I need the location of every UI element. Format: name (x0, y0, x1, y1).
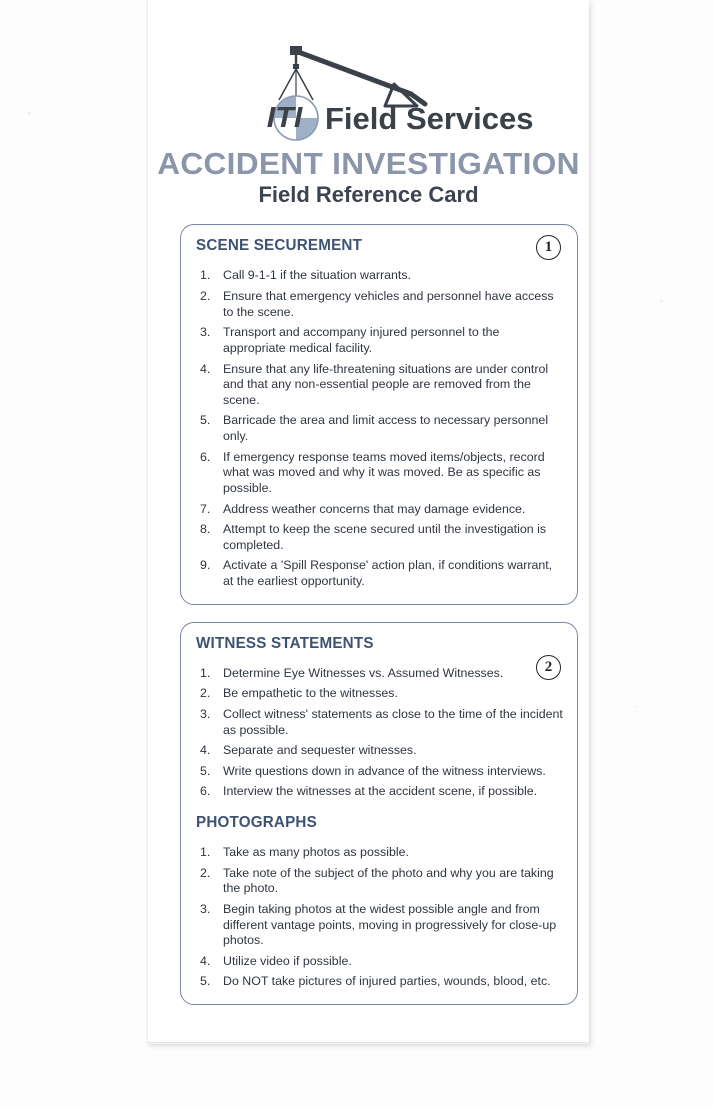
page-title: ACCIDENT INVESTIGATION (157, 146, 580, 181)
list-item: Barricade the area and limit access to necessary personnel only. (223, 413, 549, 444)
list-item: Activate a 'Spill Response' action plan, if conditions warrant, at the earliest opportunity. (223, 558, 553, 589)
section-heading: SCENE SECUREMENT (196, 237, 363, 255)
sections-container (148, 224, 589, 1005)
section-header-row (195, 237, 563, 255)
crane-boom-icon (189, 34, 549, 142)
witness-statements-list (195, 666, 563, 800)
section-number-badge: 1 (536, 235, 561, 260)
scan-speckle (28, 112, 31, 115)
list-item: If emergency response teams moved items/objects, record what was moved and why it was moved. Be as specific as possible. (223, 449, 545, 495)
brand-logo (189, 34, 549, 142)
list-item: Begin taking photos at the widest possible angle and from different vantage points, moving in progressively for close-up photos. (223, 901, 557, 948)
list-item: Call 9-1-1 if the situation warrants. (223, 268, 412, 283)
photographs-list (195, 845, 563, 990)
scene-securement-list (195, 268, 563, 589)
page-subtitle: Field Reference Card (258, 182, 479, 208)
list-item: Transport and accompany injured personnel to the appropriate medical facility. (223, 325, 500, 355)
list-item: Ensure that emergency vehicles and personnel have access to the scene. (223, 289, 554, 319)
list-item: Utilize video if possible. (223, 953, 352, 968)
section-witness-statements (180, 622, 578, 1005)
list-item: Determine Eye Witnesses vs. Assumed Witnesses. (223, 665, 504, 680)
list-item: Do NOT take pictures of injured parties, wounds, blood, etc. (223, 974, 551, 989)
list-item: Separate and sequester witnesses. (223, 743, 417, 758)
list-item: Be empathetic to the witnesses. (223, 686, 398, 701)
list-item: Write questions down in advance of the witness interviews. (223, 763, 546, 778)
list-item: Take note of the subject of the photo and why you are taking the photo. (223, 865, 554, 896)
card-header (148, 0, 589, 207)
scan-speckle (95, 470, 97, 472)
section-number-badge: 2 (536, 655, 561, 680)
section-scene-securement (180, 224, 578, 604)
list-item: Collect witness' statements as close to the time of the incident as possible. (223, 706, 563, 737)
list-item: Take as many photos as possible. (223, 845, 409, 860)
brand-text: Field Services (324, 101, 534, 136)
subsection-heading-photographs: PHOTOGRAPHS (196, 814, 317, 832)
iti-mark-text: ITI (266, 101, 302, 134)
scan-speckle (636, 706, 638, 708)
list-item: Interview the witnesses at the accident scene, if possible. (223, 784, 538, 799)
list-item: Ensure that any life-threatening situations are under control and that any non-essential people are removed from the scene. (223, 361, 549, 407)
section-heading: WITNESS STATEMENTS (196, 634, 374, 652)
reference-card (148, 0, 589, 1044)
list-item: Attempt to keep the scene secured until the investigation is completed. (223, 522, 547, 552)
list-item: Address weather concerns that may damage evidence. (223, 501, 526, 516)
scan-speckle (660, 300, 663, 302)
